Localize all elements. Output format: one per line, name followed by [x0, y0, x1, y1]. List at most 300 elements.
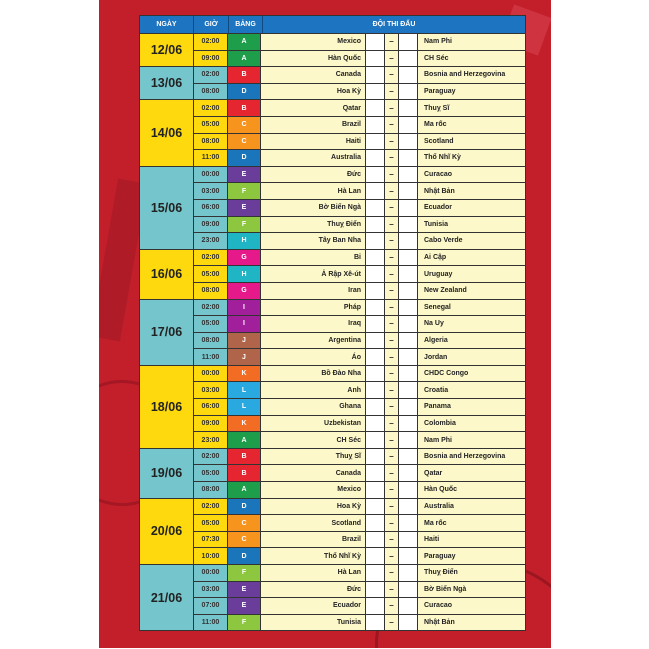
home-score-box	[366, 499, 385, 515]
away-team: Australia	[418, 499, 525, 515]
day-block	[140, 448, 525, 498]
group-badge: H	[228, 233, 261, 249]
match-row	[194, 514, 525, 531]
away-score-box	[399, 565, 418, 581]
time-cell: 02:00	[194, 34, 228, 50]
home-team: Mexico	[261, 34, 366, 50]
home-score-box	[366, 382, 385, 398]
score-separator: –	[385, 200, 399, 216]
group-badge: I	[228, 300, 261, 316]
home-team: Anh	[261, 382, 366, 398]
home-score-box	[366, 432, 385, 448]
time-cell: 23:00	[194, 432, 228, 448]
group-badge: A	[228, 51, 261, 67]
match-row	[194, 481, 525, 498]
away-score-box	[399, 67, 418, 83]
date-cell: 17/06	[140, 300, 194, 365]
match-row	[194, 282, 525, 299]
date-cell: 20/06	[140, 499, 194, 564]
header-date: NGÀY	[140, 16, 194, 33]
score-separator: –	[385, 615, 399, 631]
group-badge: E	[228, 582, 261, 598]
group-badge: F	[228, 217, 261, 233]
away-team: Scotland	[418, 134, 525, 150]
home-team: Argentina	[261, 333, 366, 349]
home-team: Pháp	[261, 300, 366, 316]
away-score-box	[399, 449, 418, 465]
away-team: Ma rốc	[418, 515, 525, 531]
home-score-box	[366, 67, 385, 83]
home-score-box	[366, 200, 385, 216]
group-badge: C	[228, 117, 261, 133]
time-cell: 08:00	[194, 283, 228, 299]
home-team: Bỉ	[261, 250, 366, 266]
group-badge: F	[228, 565, 261, 581]
home-score-box	[366, 548, 385, 564]
away-score-box	[399, 316, 418, 332]
home-score-box	[366, 515, 385, 531]
date-cell: 19/06	[140, 449, 194, 498]
match-row	[194, 100, 525, 116]
away-score-box	[399, 548, 418, 564]
away-team: Cabo Verde	[418, 233, 525, 249]
home-score-box	[366, 333, 385, 349]
away-team: Ecuador	[418, 200, 525, 216]
away-score-box	[399, 100, 418, 116]
home-score-box	[366, 183, 385, 199]
away-team: Uruguay	[418, 266, 525, 282]
date-cell: 13/06	[140, 67, 194, 99]
match-row	[194, 34, 525, 50]
score-separator: –	[385, 548, 399, 564]
away-team: Nhật Bản	[418, 183, 525, 199]
time-cell: 11:00	[194, 150, 228, 166]
time-cell: 06:00	[194, 399, 228, 415]
away-team: Thuỵ Điển	[418, 565, 525, 581]
home-team: CH Séc	[261, 432, 366, 448]
away-team: Colombia	[418, 416, 525, 432]
match-row	[194, 499, 525, 515]
match-row	[194, 565, 525, 581]
group-badge: D	[228, 499, 261, 515]
home-team: Ả Rập Xê-út	[261, 266, 366, 282]
time-cell: 02:00	[194, 67, 228, 83]
match-row	[194, 597, 525, 614]
away-score-box	[399, 250, 418, 266]
away-score-box	[399, 84, 418, 100]
away-score-box	[399, 582, 418, 598]
home-team: Tunisia	[261, 615, 366, 631]
match-row	[194, 199, 525, 216]
score-separator: –	[385, 183, 399, 199]
time-cell: 06:00	[194, 200, 228, 216]
match-row	[194, 167, 525, 183]
group-badge: E	[228, 200, 261, 216]
away-score-box	[399, 34, 418, 50]
away-team: Bosnia and Herzegovina	[418, 67, 525, 83]
home-score-box	[366, 283, 385, 299]
away-team: Nam Phi	[418, 34, 525, 50]
home-team: Qatar	[261, 100, 366, 116]
away-score-box	[399, 615, 418, 631]
group-badge: B	[228, 67, 261, 83]
away-team: Haiti	[418, 532, 525, 548]
home-score-box	[366, 217, 385, 233]
score-separator: –	[385, 51, 399, 67]
home-team: Đức	[261, 582, 366, 598]
home-team: Brazil	[261, 532, 366, 548]
group-badge: H	[228, 266, 261, 282]
match-row	[194, 182, 525, 199]
home-team: Ghana	[261, 399, 366, 415]
away-score-box	[399, 233, 418, 249]
score-separator: –	[385, 34, 399, 50]
time-cell: 05:00	[194, 465, 228, 481]
score-separator: –	[385, 366, 399, 382]
away-team: Paraguay	[418, 84, 525, 100]
match-row	[194, 381, 525, 398]
score-separator: –	[385, 233, 399, 249]
away-team: Algeria	[418, 333, 525, 349]
score-separator: –	[385, 532, 399, 548]
score-separator: –	[385, 499, 399, 515]
group-badge: B	[228, 465, 261, 481]
group-badge: L	[228, 399, 261, 415]
group-badge: D	[228, 150, 261, 166]
away-team: Croatia	[418, 382, 525, 398]
day-block	[140, 299, 525, 365]
time-cell: 02:00	[194, 300, 228, 316]
score-separator: –	[385, 399, 399, 415]
away-team: Senegal	[418, 300, 525, 316]
score-separator: –	[385, 300, 399, 316]
time-cell: 02:00	[194, 100, 228, 116]
date-cell: 21/06	[140, 565, 194, 630]
home-team: Iran	[261, 283, 366, 299]
time-cell: 05:00	[194, 117, 228, 133]
time-cell: 03:00	[194, 582, 228, 598]
away-score-box	[399, 183, 418, 199]
home-team: Canada	[261, 465, 366, 481]
home-score-box	[366, 399, 385, 415]
match-row	[194, 531, 525, 548]
schedule-table	[139, 15, 526, 631]
away-score-box	[399, 432, 418, 448]
time-cell: 00:00	[194, 366, 228, 382]
home-team: Brazil	[261, 117, 366, 133]
time-cell: 02:00	[194, 449, 228, 465]
time-cell: 05:00	[194, 316, 228, 332]
group-badge: C	[228, 134, 261, 150]
group-badge: A	[228, 432, 261, 448]
match-row	[194, 250, 525, 266]
home-team: Canada	[261, 67, 366, 83]
table-header	[140, 16, 525, 33]
day-block	[140, 99, 525, 165]
home-team: Scotland	[261, 515, 366, 531]
score-separator: –	[385, 283, 399, 299]
away-score-box	[399, 382, 418, 398]
day-block	[140, 66, 525, 99]
match-row	[194, 449, 525, 465]
score-separator: –	[385, 349, 399, 365]
away-team: Curacao	[418, 598, 525, 614]
match-row	[194, 216, 525, 233]
away-score-box	[399, 366, 418, 382]
away-team: New Zealand	[418, 283, 525, 299]
time-cell: 11:00	[194, 349, 228, 365]
home-team: Uzbekistan	[261, 416, 366, 432]
home-score-box	[366, 150, 385, 166]
time-cell: 09:00	[194, 416, 228, 432]
away-score-box	[399, 167, 418, 183]
home-team: Hàn Quốc	[261, 51, 366, 67]
group-badge: F	[228, 183, 261, 199]
group-badge: L	[228, 382, 261, 398]
time-cell: 05:00	[194, 266, 228, 282]
score-separator: –	[385, 565, 399, 581]
day-block	[140, 33, 525, 66]
home-team: Hà Lan	[261, 183, 366, 199]
table-body	[140, 33, 525, 630]
day-block	[140, 564, 525, 630]
home-team: Tây Ban Nha	[261, 233, 366, 249]
group-badge: I	[228, 316, 261, 332]
time-cell: 08:00	[194, 333, 228, 349]
away-team: Hàn Quốc	[418, 482, 525, 498]
group-badge: A	[228, 34, 261, 50]
time-cell: 02:00	[194, 250, 228, 266]
match-row	[194, 83, 525, 100]
match-row	[194, 332, 525, 349]
home-score-box	[366, 100, 385, 116]
score-separator: –	[385, 482, 399, 498]
away-team: Qatar	[418, 465, 525, 481]
score-separator: –	[385, 316, 399, 332]
score-separator: –	[385, 250, 399, 266]
away-team: CH Séc	[418, 51, 525, 67]
match-row	[194, 149, 525, 166]
away-team: Thuỵ Sĩ	[418, 100, 525, 116]
score-separator: –	[385, 100, 399, 116]
score-separator: –	[385, 134, 399, 150]
group-badge: C	[228, 515, 261, 531]
day-block	[140, 498, 525, 564]
home-score-box	[366, 167, 385, 183]
time-cell: 10:00	[194, 548, 228, 564]
home-score-box	[366, 449, 385, 465]
score-separator: –	[385, 117, 399, 133]
away-team: Tunisia	[418, 217, 525, 233]
day-block	[140, 166, 525, 249]
match-row	[194, 265, 525, 282]
home-team: Bờ Biển Ngà	[261, 200, 366, 216]
home-team: Mexico	[261, 482, 366, 498]
time-cell: 09:00	[194, 51, 228, 67]
home-team: Iraq	[261, 316, 366, 332]
away-score-box	[399, 465, 418, 481]
home-score-box	[366, 465, 385, 481]
time-cell: 03:00	[194, 183, 228, 199]
group-badge: G	[228, 283, 261, 299]
home-score-box	[366, 582, 385, 598]
away-score-box	[399, 499, 418, 515]
match-row	[194, 133, 525, 150]
home-score-box	[366, 300, 385, 316]
home-team: Thuỵ Điển	[261, 217, 366, 233]
match-row	[194, 300, 525, 316]
home-score-box	[366, 84, 385, 100]
away-team: Ai Cập	[418, 250, 525, 266]
group-badge: B	[228, 449, 261, 465]
home-score-box	[366, 34, 385, 50]
home-team: Bồ Đào Nha	[261, 366, 366, 382]
time-cell: 23:00	[194, 233, 228, 249]
match-row	[194, 366, 525, 382]
away-score-box	[399, 117, 418, 133]
group-badge: J	[228, 333, 261, 349]
home-score-box	[366, 266, 385, 282]
match-row	[194, 431, 525, 448]
away-team: Bosnia and Herzegovina	[418, 449, 525, 465]
home-score-box	[366, 316, 385, 332]
away-score-box	[399, 51, 418, 67]
header-match: ĐỘI THI ĐẤU	[372, 21, 416, 28]
away-score-box	[399, 283, 418, 299]
match-row	[194, 50, 525, 67]
away-team: Panama	[418, 399, 525, 415]
date-cell: 18/06	[140, 366, 194, 448]
away-team: Nam Phi	[418, 432, 525, 448]
match-row	[194, 415, 525, 432]
home-score-box	[366, 598, 385, 614]
away-score-box	[399, 300, 418, 316]
away-score-box	[399, 515, 418, 531]
home-team: Australia	[261, 150, 366, 166]
home-team: Áo	[261, 349, 366, 365]
match-row	[194, 464, 525, 481]
score-separator: –	[385, 598, 399, 614]
away-score-box	[399, 134, 418, 150]
group-badge: E	[228, 598, 261, 614]
away-score-box	[399, 532, 418, 548]
away-score-box	[399, 416, 418, 432]
group-badge: C	[228, 532, 261, 548]
group-badge: K	[228, 416, 261, 432]
home-team: Hoa Kỳ	[261, 499, 366, 515]
time-cell: 08:00	[194, 84, 228, 100]
home-score-box	[366, 134, 385, 150]
home-team: Ecuador	[261, 598, 366, 614]
home-score-box	[366, 532, 385, 548]
time-cell: 09:00	[194, 217, 228, 233]
home-score-box	[366, 349, 385, 365]
away-team: Na Uy	[418, 316, 525, 332]
time-cell: 00:00	[194, 565, 228, 581]
away-score-box	[399, 150, 418, 166]
score-separator: –	[385, 582, 399, 598]
home-score-box	[366, 366, 385, 382]
away-score-box	[399, 399, 418, 415]
group-badge: K	[228, 366, 261, 382]
home-score-box	[366, 565, 385, 581]
group-badge: B	[228, 100, 261, 116]
home-score-box	[366, 615, 385, 631]
score-separator: –	[385, 382, 399, 398]
home-team: Hoa Kỳ	[261, 84, 366, 100]
time-cell: 07:00	[194, 598, 228, 614]
score-separator: –	[385, 150, 399, 166]
time-cell: 03:00	[194, 382, 228, 398]
time-cell: 11:00	[194, 615, 228, 631]
home-team: Haiti	[261, 134, 366, 150]
date-cell: 14/06	[140, 100, 194, 165]
match-row	[194, 547, 525, 564]
away-score-box	[399, 200, 418, 216]
match-row	[194, 348, 525, 365]
away-score-box	[399, 266, 418, 282]
away-team: Ma rốc	[418, 117, 525, 133]
away-score-box	[399, 349, 418, 365]
away-team: Paraguay	[418, 548, 525, 564]
score-separator: –	[385, 167, 399, 183]
home-score-box	[366, 416, 385, 432]
group-badge: F	[228, 615, 261, 631]
time-cell: 07:30	[194, 532, 228, 548]
home-score-box	[366, 117, 385, 133]
away-score-box	[399, 217, 418, 233]
home-score-box	[366, 250, 385, 266]
group-badge: A	[228, 482, 261, 498]
match-row	[194, 315, 525, 332]
group-badge: D	[228, 84, 261, 100]
score-separator: –	[385, 515, 399, 531]
group-badge: D	[228, 548, 261, 564]
home-team: Đức	[261, 167, 366, 183]
day-block	[140, 365, 525, 448]
group-badge: E	[228, 167, 261, 183]
score-separator: –	[385, 465, 399, 481]
away-score-box	[399, 333, 418, 349]
match-row	[194, 67, 525, 83]
away-team: Nhật Bản	[418, 615, 525, 631]
away-team: Bờ Biển Ngà	[418, 582, 525, 598]
away-team: Jordan	[418, 349, 525, 365]
date-cell: 16/06	[140, 250, 194, 299]
score-separator: –	[385, 84, 399, 100]
group-badge: G	[228, 250, 261, 266]
match-row	[194, 116, 525, 133]
away-team: Curacao	[418, 167, 525, 183]
home-team: Hà Lan	[261, 565, 366, 581]
away-score-box	[399, 482, 418, 498]
home-score-box	[366, 233, 385, 249]
date-cell: 15/06	[140, 167, 194, 249]
day-block	[140, 249, 525, 299]
score-separator: –	[385, 266, 399, 282]
match-row	[194, 232, 525, 249]
score-separator: –	[385, 67, 399, 83]
time-cell: 08:00	[194, 482, 228, 498]
away-team: CHDC Congo	[418, 366, 525, 382]
away-score-box	[399, 598, 418, 614]
date-cell: 12/06	[140, 34, 194, 66]
header-time: GIỜ	[194, 16, 229, 33]
score-separator: –	[385, 432, 399, 448]
match-row	[194, 398, 525, 415]
score-separator: –	[385, 416, 399, 432]
away-team: Thổ Nhĩ Kỳ	[418, 150, 525, 166]
